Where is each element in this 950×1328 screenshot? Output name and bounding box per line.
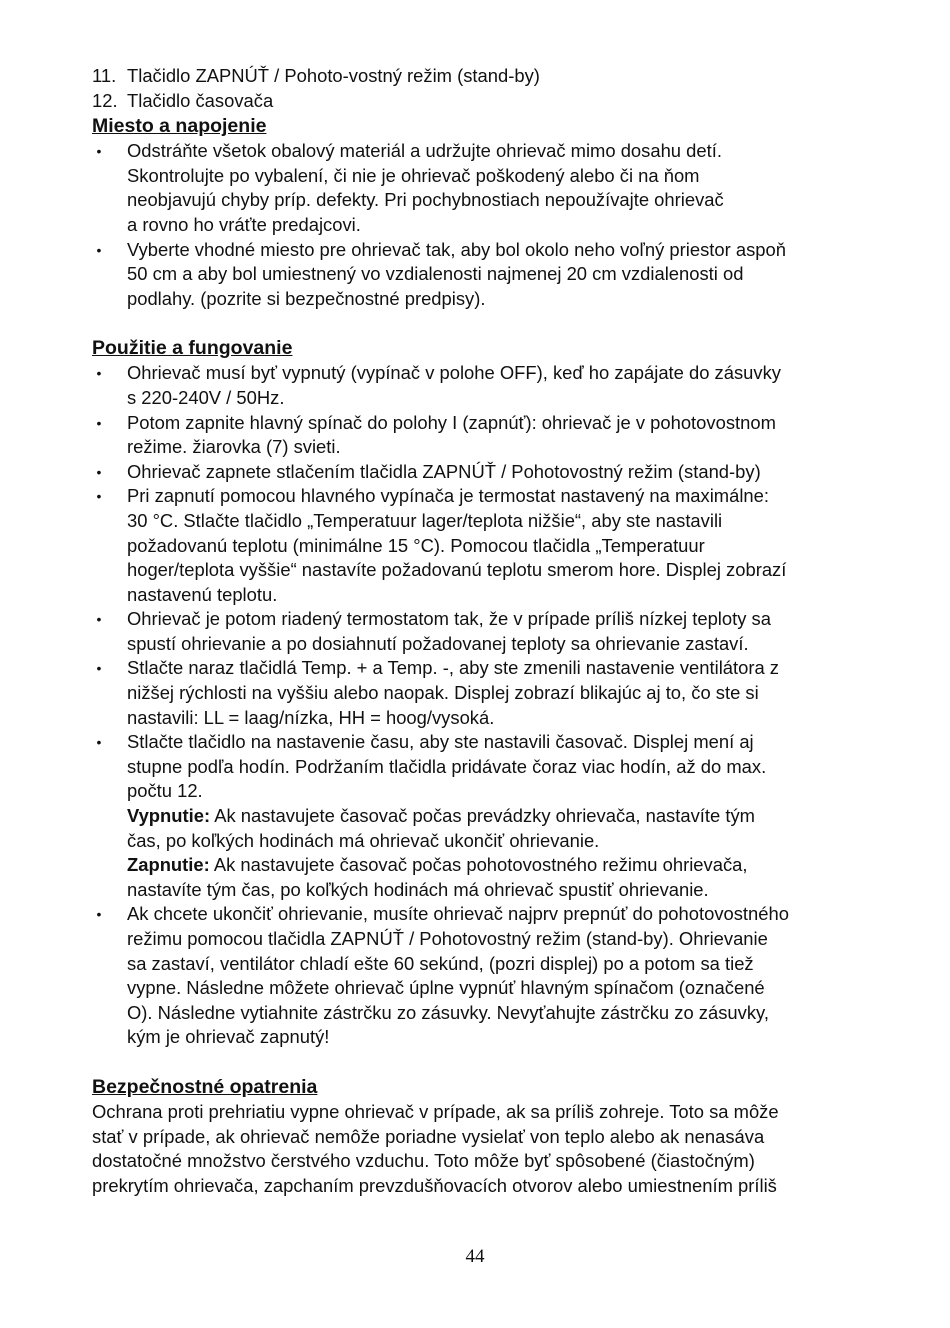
- bullet-item: [92, 411, 842, 460]
- item-number: 11.: [92, 65, 117, 86]
- line: Skontrolujte po vybalení, či nie je ohrievač poškodený alebo či na ňom: [127, 164, 700, 186]
- bullet-icon: •: [96, 414, 102, 431]
- bullet-icon: •: [96, 660, 102, 677]
- line: Ohrievač musí byť vypnutý (vypínač v polohe OFF), keď ho zapájate do zásuvky: [127, 362, 781, 384]
- list-item-11: [92, 64, 842, 89]
- line: čas, po koľkých hodinách má ohrievač ukončiť ohrievanie.: [127, 829, 600, 851]
- bullet-item: [92, 361, 842, 410]
- bullet-item: [92, 484, 842, 607]
- line: vypne. Následne môžete ohrievač úplne vypnúť hlavným spínačom (označené: [127, 977, 765, 999]
- line: stupne podľa hodín. Podržaním tlačidla pridávate čoraz viac hodín, až do max.: [127, 755, 767, 777]
- line: nastavíte tým čas, po koľkých hodinách má ohrievač spustiť ohrievanie.: [127, 878, 709, 900]
- timer-off-note: [127, 804, 842, 829]
- line: Potom zapnite hlavný spínač do polohy I (zapnúť): ohrievač je v pohotovostnom: [127, 411, 776, 433]
- line: stať v prípade, ak ohrievač nemôže poriadne vysielať von teplo alebo ak nenasáva: [92, 1125, 765, 1147]
- timer-on-note: [127, 853, 842, 878]
- bullet-item: [92, 902, 842, 1050]
- line: nastavili: LL = laag/nízka, HH = hoog/vysoká.: [127, 706, 495, 728]
- line: Stlačte tlačidlo na nastavenie času, aby ste nastavili časovač. Displej mení aj: [127, 731, 754, 753]
- section-heading-usage: Použitie a fungovanie: [92, 337, 293, 360]
- line: Odstráňte všetok obalový materiál a udržujte ohrievač mimo dosahu detí.: [127, 140, 722, 162]
- item-number: 12.: [92, 89, 118, 111]
- line: neobjavujú chyby príp. defekty. Pri pochybnostiach nepoužívajte ohrievač: [127, 189, 724, 211]
- line: požadovanú teplotu (minimálne 15 °C). Pomocou tlačidla „Temperatuur: [127, 534, 705, 556]
- line: sa zastaví, ventilátor chladí ešte 60 sekúnd, (pozri displej) po a potom sa tiež: [127, 952, 754, 974]
- line: 30 °C. Stlačte tlačidlo „Temperatuur lager/teplota nižšie“, aby ste nastavili: [127, 509, 723, 531]
- bullet-icon: •: [96, 611, 102, 628]
- line: spustí ohrievanie a po dosiahnutí požadovanej teploty sa ohrievanie zastaví.: [127, 632, 749, 654]
- line: Vyberte vhodné miesto pre ohrievač tak, aby bol okolo neho voľný priestor aspoň: [127, 238, 786, 260]
- bullet-list-placement: [92, 139, 842, 311]
- bullet-icon: •: [96, 241, 102, 258]
- line: počtu 12.: [127, 780, 203, 802]
- bullet-item: [92, 238, 842, 312]
- timer-off-label: Vypnutie:: [127, 805, 211, 827]
- bullet-icon: •: [96, 734, 102, 751]
- spacer: [92, 311, 842, 335]
- section-heading-placement: Miesto a napojenie: [92, 115, 267, 138]
- bullet-icon: •: [96, 143, 102, 160]
- bullet-icon: •: [96, 906, 102, 923]
- line: podlahy. (pozrite si bezpečnostné predpisy).: [127, 287, 486, 309]
- line: režime. žiarovka (7) svieti.: [127, 436, 341, 458]
- bullet-item: [92, 656, 842, 730]
- document-page: [92, 64, 842, 1198]
- line: režimu pomocou tlačidla ZAPNÚŤ / Pohotovostný režim (stand-by). Ohrievanie: [127, 928, 768, 949]
- line: Ochrana proti prehriatiu vypne ohrievač v prípade, ak sa príliš zohreje. Toto sa môže: [92, 1100, 779, 1122]
- item-text: Tlačidlo časovača: [127, 89, 274, 111]
- line: nastavenú teplotu.: [127, 583, 278, 605]
- bullet-item: [92, 730, 842, 902]
- line: a rovno ho vráťte predajcovi.: [127, 213, 361, 235]
- bullet-item: [92, 139, 842, 237]
- line: kým je ohrievač zapnutý!: [127, 1026, 330, 1048]
- line: 50 cm a aby bol umiestnený vo vzdialenosti najmenej 20 cm vzdialenosti od: [127, 263, 744, 285]
- spacer: [92, 1050, 842, 1074]
- line: Ak chcete ukončiť ohrievanie, musíte ohrievač najprv prepnúť do pohotovostného: [127, 903, 789, 925]
- bullet-item: [92, 460, 842, 485]
- page-number: 44: [465, 1246, 485, 1267]
- bullet-item: [92, 607, 842, 656]
- item-text: Tlačidlo ZAPNÚŤ / Pohoto-vostný režim (stand-by): [127, 65, 540, 86]
- line: s 220-240V / 50Hz.: [127, 386, 285, 408]
- line: hoger/teplota vyššie“ nastavíte požadovanú teplotu smerom hore. Displej zobrazí: [127, 559, 787, 581]
- timer-off-text: Ak nastavujete časovač počas prevádzky ohrievača, nastavíte tým: [210, 805, 755, 827]
- line: O). Následne vytiahnite zástrčku zo zásuvky. Nevyťahujte zástrčku zo zásuvky,: [127, 1001, 769, 1023]
- bullet-icon: •: [96, 365, 102, 382]
- line: Ohrievač je potom riadený termostatom tak, že v prípade príliš nízkej teploty sa: [127, 608, 771, 630]
- line: Ohrievač zapnete stlačením tlačidla ZAPNÚŤ / Pohotovostný režim (stand-by): [127, 460, 761, 482]
- bullet-icon: •: [96, 463, 102, 480]
- line: dostatočné množstvo čerstvého vzduchu. Toto môže byť spôsobené (čiastočným): [92, 1150, 755, 1172]
- bullet-list-usage: [92, 361, 842, 1050]
- line: nižšej rýchlosti na vyššiu alebo naopak. Displej zobrazí blikajúc aj to, čo ste si: [127, 682, 759, 704]
- timer-on-label: Zapnutie:: [127, 854, 210, 876]
- safety-paragraph: [92, 1100, 842, 1198]
- line: Stlačte naraz tlačidlá Temp. + a Temp. -, aby ste zmenili nastavenie ventilátora z: [127, 657, 780, 679]
- section-heading-safety: Bezpečnostné opatrenia: [92, 1075, 318, 1098]
- line: Pri zapnutí pomocou hlavného vypínača je termostat nastavený na maximálne:: [127, 485, 769, 507]
- line: prekrytím ohrievača, zapchaním prevzdušňovacích otvorov alebo umiestnením príliš: [92, 1174, 777, 1196]
- list-item-12: [92, 89, 842, 114]
- bullet-icon: •: [96, 488, 102, 505]
- timer-on-text: Ak nastavujete časovač počas pohotovostného režimu ohrievača,: [209, 854, 748, 876]
